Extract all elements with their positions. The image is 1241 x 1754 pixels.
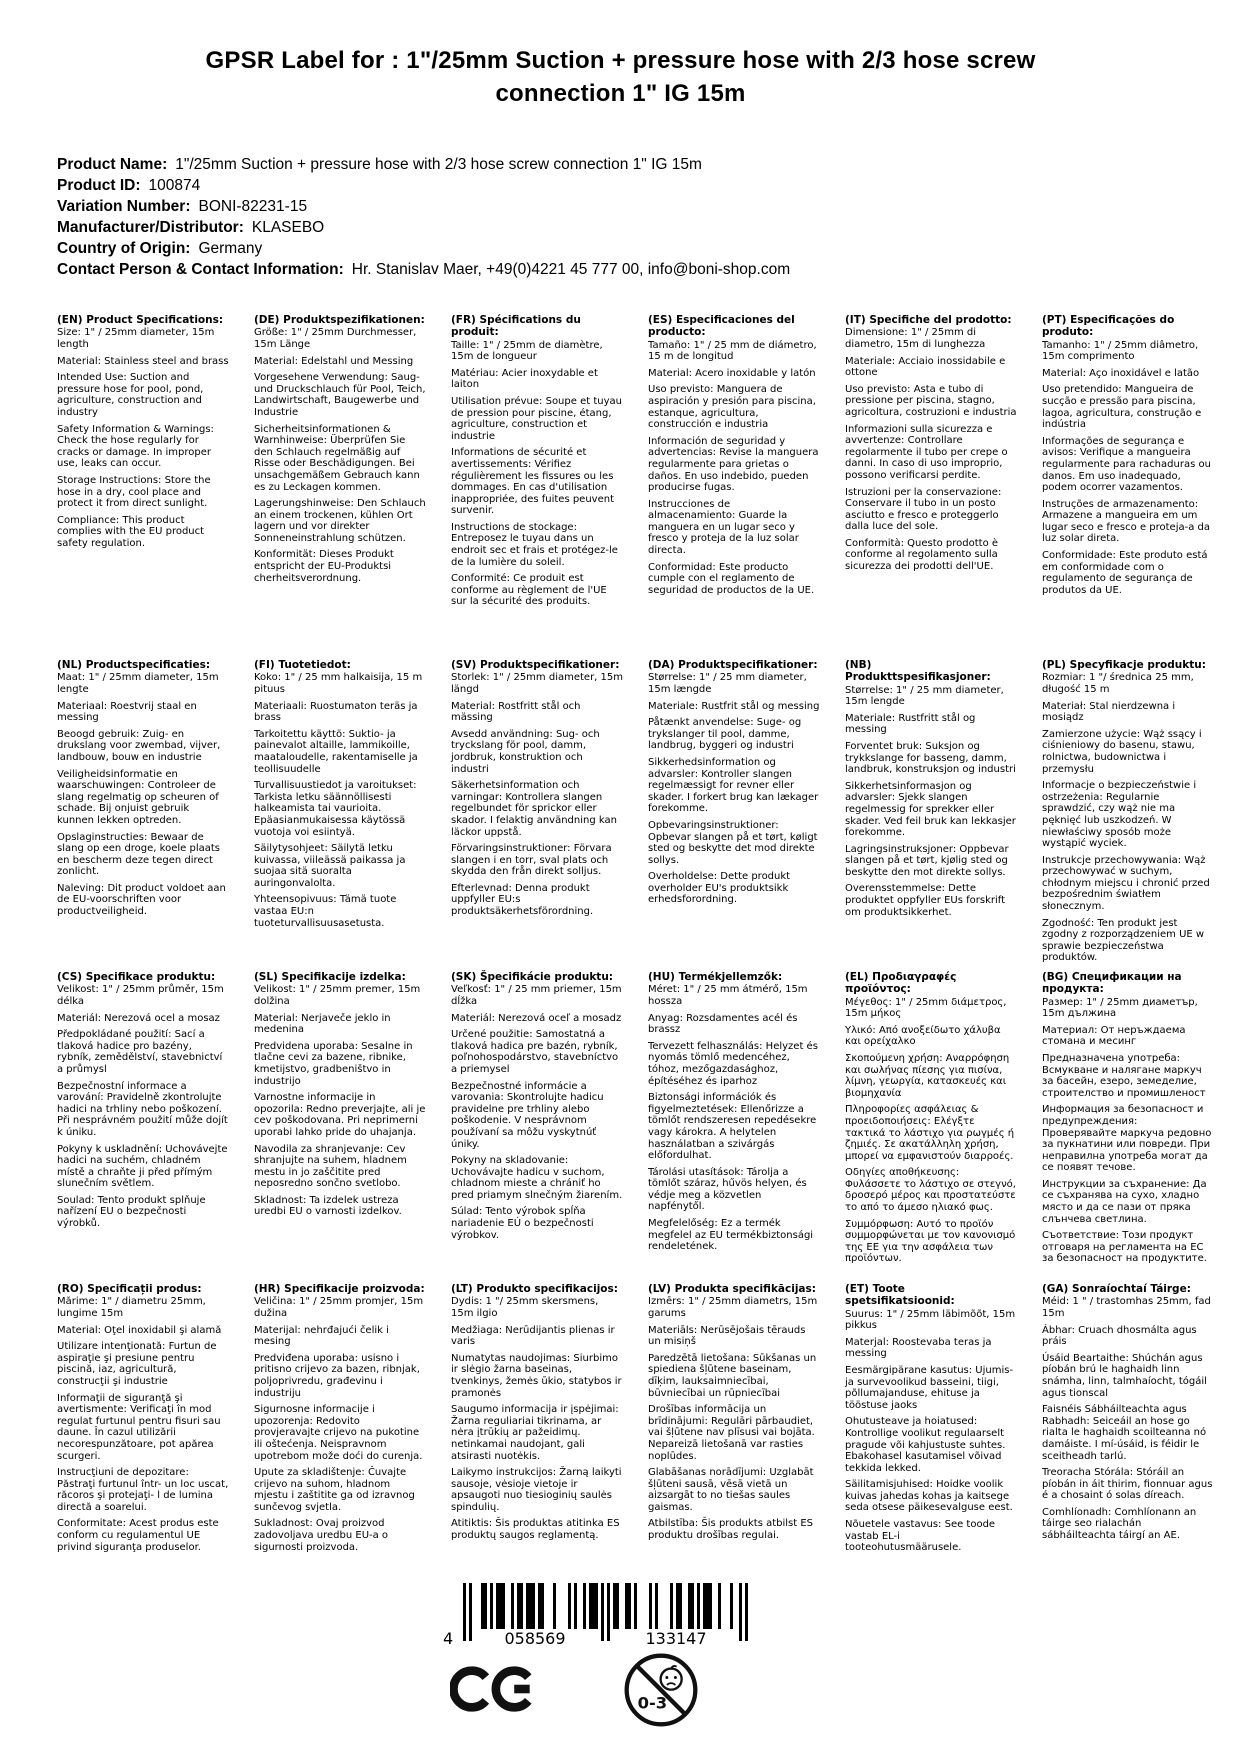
spec-paragraph: Conformidad: Este producto cumple con el reglamento de seguridad de productos de la UE.	[648, 561, 815, 596]
language-block-fi	[254, 659, 426, 971]
spec-paragraph: Treoracha Stórála: Stóráil an píobán in áit thirim, fionnuar agus é a chosaint ó solas díreach.	[1042, 1467, 1213, 1502]
product-info-row	[57, 196, 1241, 217]
age-warning-0-3-icon	[622, 1650, 700, 1734]
spec-paragraph: Naleving: Dit product voldoet aan de EU-voorschriften voor productveiligheid.	[57, 882, 226, 918]
language-block-heading: (GA) Sonraíochtaí Táirge:	[1042, 1283, 1191, 1296]
product-info-label: Contact Person & Contact Information:	[57, 261, 344, 279]
spec-paragraph: Určené použitie: Samostatná a tlaková hadica pre bazén, rybník, poľnohospodárstvo, stavebníctvo a priemysel	[451, 1029, 619, 1075]
spec-paragraph: Avsedd användning: Sug- och tryckslang för pool, damm, jordbruk, konstruktion och industri	[451, 728, 600, 775]
language-block-heading: (SL) Specifikacije izdelka:	[254, 971, 406, 984]
spec-paragraph: Σκοπούμενη χρήση: Αναρρόφηση και σωλήνας πίεσης για πισίνα, λίμνη, γεωργία, κατασκευές και βιομηχανία	[845, 1052, 1010, 1099]
spec-paragraph: Paredzētā lietošana: Sūkšanas un spiediena šļūtene baseinam, dīķim, lauksaimniecībai, būvniecībai un rūpniecībai	[648, 1352, 817, 1399]
spec-paragraph: Instructions de stockage: Entreposez le tuyau dans un endroit sec et frais et protégez-le de la lumière du soleil.	[451, 521, 618, 568]
spec-paragraph: Laikymo instrukcijos: Žarną laikyti sausoje, vėsioje vietoje ir apsaugoti nuo tiesioginių saulės spindulių.	[451, 1467, 622, 1513]
spec-paragraph: Turvallisuustiedot ja varoitukset: Tarkista letku säännöllisesti halkeamista tai vaurioita. Epäasianmukaisessa käytössä vuotoja voi esiintyä.	[254, 780, 417, 838]
spec-paragraph: Atitiktis: Šis produktas atitinka ES produktų saugos reglamentą.	[451, 1518, 620, 1542]
spec-paragraph: Materiaali: Ruostumaton teräs ja brass	[254, 700, 418, 724]
spec-paragraph: Sigurnosne informacije i upozorenja: Redovito provjeravajte crijevo na pukotine ili oštećenja. Neispravnom upotrebom može doći do curenja.	[254, 1404, 423, 1462]
spec-paragraph: Mărime: 1" / diametru 25mm, lungime 15m	[57, 1296, 206, 1319]
spec-paragraph: Veličina: 1" / 25mm promjer, 15m dužina	[254, 1296, 424, 1319]
spec-paragraph: Conformidade: Este produto está em conformidade com o regulamento de segurança de produtos da UE.	[1042, 550, 1208, 596]
spec-paragraph: Предназначена употреба: Всмукване и налягане маркуч за басейн, езеро, земеделие, строителство и промишленост	[1042, 1052, 1206, 1099]
spec-paragraph: Overholdelse: Dette produkt overholder EU's produktsikk erhedsforordning.	[648, 871, 791, 906]
spec-paragraph: Uso previsto: Manguera de aspiración y presión para piscina, estanque, agricultura, construcción e industria	[648, 384, 816, 431]
spec-paragraph: Opslaginstructies: Bewaar de slang op een droge, koele plaats en bescherm deze tegen direct zonlicht.	[57, 831, 220, 878]
spec-paragraph: Taille: 1" / 25mm de diamètre, 15m de longueur	[451, 339, 603, 363]
spec-paragraph: Информация за безопасност и предупреждения: Проверявайте маркуча редовно за пукнатини или повреди. При неправилна употреба могат да се появят течове.	[1042, 1104, 1212, 1174]
spec-paragraph: Instruções de armazenamento: Armazene a mangueira em um lugar seco e fresco e proteja-a da luz solar direta.	[1042, 498, 1210, 545]
spec-paragraph: Información de seguridad y advertencias: Revise la manguera regularmente para grietas o daños. En uso indebido, pueden producirse fugas.	[648, 435, 819, 494]
language-block-de	[254, 314, 426, 659]
spec-paragraph: Υλικό: Από ανοξείδωτο χάλυβα και ορείχαλκο	[845, 1024, 1001, 1048]
language-block-heading: (EN) Product Specifications:	[57, 314, 224, 327]
spec-paragraph: Sikkerhedsinformation og advarsler: Kontroller slangen regelmæssigt for revner eller skader. I forkert brug kan lækager forekomme.	[648, 756, 819, 815]
language-block-hu	[648, 971, 820, 1283]
spec-paragraph: Zgodność: Ten produkt jest zgodny z rozporządzeniem UE w sprawie bezpieczeństwa produktów.	[1042, 917, 1205, 964]
spec-paragraph: Sikkerhetsinformasjon og advarsler: Sjekk slangen regelmessig for sprekker eller skader. Ved feil bruk kan lekkasjer forekomme.	[845, 780, 1016, 839]
spec-paragraph: Materiaal: Roestvrij staal en messing	[57, 700, 197, 724]
spec-paragraph: Anyag: Rozsdamentes acél és brassz	[648, 1012, 798, 1036]
language-block-pt	[1042, 314, 1214, 659]
spec-paragraph: Οδηγίες αποθήκευσης: Φυλάσσετε το λάστιχο σε στεγνό, δροσερό μέρος και προστατεύστε το από το άμεσο ηλιακό φως.	[845, 1167, 1016, 1214]
spec-paragraph: Lagringsinstruksjoner: Oppbevar slangen på et tørt, kjølig sted og beskytte den mot direkte sollys.	[845, 843, 1009, 878]
spec-paragraph: Drošības informācija un brīdinājumi: Regulāri pārbaudiet, vai šļūtene nav plīsusi vai bojāta. Nepareizā lietošanā var rasties noplūdes.	[648, 1404, 815, 1462]
spec-paragraph: Tarkoitettu käyttö: Suktio- ja painevalot altaille, lammikoille, maataloudelle, rakentamiselle ja teollisuudelle	[254, 728, 418, 775]
product-info-value: Hr. Stanislav Maer, +49(0)4221 45 777 00, info@boni-shop.com	[351, 261, 791, 279]
spec-paragraph: Bezpečnostné informácie a varovania: Skontrolujte hadicu pravidelne pre trhliny alebo poškodenie. V nesprávnom používaní sa môžu vyskytnúť úniky.	[451, 1080, 604, 1150]
spec-paragraph: Utilisation prévue: Soupe et tuyau de pression pour piscine, étang, agriculture, construction et industrie	[451, 395, 622, 442]
language-block-lv	[648, 1283, 820, 1559]
language-block-sv	[451, 659, 623, 971]
language-block-et	[845, 1283, 1017, 1559]
spec-paragraph: Materiale: Acciaio inossidabile e ottone	[845, 355, 1006, 379]
page-title: GPSR Label for : 1"/25mm Suction + pressure hose with 2/3 hose screw connection 1" IG 15m	[205, 47, 1036, 108]
spec-paragraph: Ábhar: Cruach dhosmálta agus práis	[1042, 1324, 1197, 1348]
product-info-label: Product Name:	[57, 156, 168, 174]
language-block-heading: (NB) Produkttspesifikasjoner:	[845, 659, 991, 684]
spec-paragraph: Material: Aço inoxidável e latão	[1042, 367, 1200, 379]
spec-paragraph: Materiał: Stal nierdzewna i mosiądz	[1042, 700, 1176, 724]
spec-paragraph: Atbilstība: Šis produkts atbilst ES produktu drošības regulai.	[648, 1518, 814, 1542]
language-block-heading: (SK) Špecifikácie produktu:	[451, 971, 614, 984]
language-block-heading: (DE) Produktspezifikationen:	[254, 314, 425, 327]
spec-paragraph: Material: Stainless steel and brass	[57, 355, 229, 367]
language-block-en	[57, 314, 229, 659]
spec-paragraph: Informazioni sulla sicurezza e avvertenze: Controllare regolarmente il tubo per crepe o danni. In caso di uso improprio, possono verificarsi perdite.	[845, 423, 1008, 481]
spec-paragraph: Sicherheitsinformationen & Warnhinweise: Überprüfen Sie den Schlauch regelmäßig auf Risse oder Beschädigungen. Bei unsachgemäßem Gebrauch kann es zu Leckagen kommen.	[254, 423, 420, 493]
product-info-row	[57, 175, 1241, 196]
spec-paragraph: Yhteensopivuus: Tämä tuote vastaa EU:n tuoteturvallisuusasetusta.	[254, 894, 397, 929]
language-block-heading: (NL) Productspecificaties:	[57, 659, 211, 672]
spec-paragraph: Съответствие: Този продукт отговаря на регламента на ЕС за безопасност на продуктите.	[1042, 1230, 1207, 1265]
spec-paragraph: Saugumo informacija ir įspėjimai: Žarna reguliariai tikrinama, ar nėra įtrūkių ar pažeidimų. netinkamai naudojant, gali atsirasti nuotėkis.	[451, 1404, 619, 1462]
spec-paragraph: Instrukcje przechowywania: Wąż przechowywać w suchym, chłodnym miejscu i chronić przed bezpośrednim światłem słonecznym.	[1042, 854, 1210, 913]
language-block-heading: (BG) Спецификации на продукта:	[1042, 971, 1182, 996]
spec-paragraph: Informaţii de siguranţă şi avertismente: Verificaţi în mod regulat furtunul pentru fisuri sau daune. În cazul utilizării necorespunzătoare, pot apărea scurgeri.	[57, 1392, 221, 1462]
spec-paragraph: Säkerhetsinformation och varningar: Kontrollera slangen regelbundet för sprickor eller skador. I felaktig användning kan läckor uppstå.	[451, 780, 617, 838]
spec-paragraph: Méid: 1 " / trastomhas 25mm, fad 15m	[1042, 1296, 1211, 1319]
language-block-heading: (LT) Produkto specifikacijos:	[451, 1283, 618, 1296]
spec-paragraph: Lagerungshinweise: Den Schlauch an einem trockenen, kühlen Ort lagern und vor direkter Sonneneinstrahlung schützen.	[254, 498, 426, 544]
language-block-heading: (RO) Specificații produs:	[57, 1283, 202, 1296]
spec-paragraph: Materiál: Nerezová ocel a mosaz	[57, 1012, 220, 1024]
ean13-barcode	[435, 1583, 748, 1647]
barcode-group1: 058569	[504, 1629, 566, 1647]
spec-paragraph: Istruzioni per la conservazione: Conservare il tubo in un posto asciutto e fresco e proteggerlo dalla luce del sole.	[845, 486, 1002, 533]
spec-paragraph: Veiligheidsinformatie en waarschuwingen: Controleer de slang regelmatig op scheuren of schade. Bij onjuist gebruik kunnen lekken optreden.	[57, 768, 219, 826]
spec-paragraph: Sukladnost: Ovaj proizvod zadovoljava uredbu EU-a o sigurnosti proizvoda.	[254, 1518, 389, 1553]
spec-paragraph: Glabāšanas norādījumi: Uzglabāt šļūteni sausā, vēsā vietā un aizsargāt to no tiešas saules gaismas.	[648, 1467, 814, 1513]
spec-paragraph: Μέγεθος: 1" / 25mm διάμετρος, 15m μήκος	[845, 996, 1007, 1020]
spec-paragraph: Πληροφορίες ασφάλειας & προειδοποιήσεις: Ελέγξτε τακτικά το λάστιχο για ρωγμές ή ζημιές. Σε ακατάλληλη χρήση, μπορεί να εμφανιστούν διαρροές.	[845, 1104, 1015, 1162]
language-block-fr	[451, 314, 623, 659]
spec-paragraph: Materjal: Roostevaba teras ja messing	[845, 1336, 992, 1360]
spec-paragraph: Rozmiar: 1 "/ średnica 25 mm, długość 15 m	[1042, 672, 1194, 695]
spec-paragraph: Tárolási utasítások: Tárolja a tömlőt száraz, hűvös helyen, és védje meg a közvetlen napfénytől.	[648, 1166, 807, 1213]
language-block-ga	[1042, 1283, 1214, 1559]
spec-paragraph: Varnostne informacije in opozorila: Redno preverjajte, ali je cev poškodovana. Pri neprimerni uporabi lahko pride do uhajanja.	[254, 1092, 426, 1138]
spec-paragraph: Veľkosť: 1" / 25 mm priemer, 15m dĺžka	[451, 984, 622, 1007]
ce-mark-icon	[450, 1660, 536, 1722]
language-block-es	[648, 314, 820, 659]
spec-paragraph: Conformitate: Acest produs este conform cu regulamentul UE privind siguranţa produselor.	[57, 1518, 219, 1553]
spec-paragraph: Материал: От неръждаема стомана и месинг	[1042, 1024, 1186, 1048]
product-info-row	[57, 217, 1241, 238]
language-block-ro	[57, 1283, 229, 1559]
product-info-row	[57, 238, 1241, 259]
spec-paragraph: Instrucciones de almacenamiento: Guarde la manguera en un lugar seco y fresco y proteja de la luz solar directa.	[648, 498, 799, 557]
spec-paragraph: Tervezett felhasználás: Helyzet és nyomás tömlő medencéhez, tóhoz, mezőgazdasághoz, építéséhez és iparhoz	[648, 1040, 818, 1087]
language-block-heading: (LV) Produkta specifikācijas:	[648, 1283, 816, 1296]
spec-paragraph: Συμμόρφωση: Αυτό το προϊόν συμμορφώνεται με τον κανονισμό της ΕΕ για την ασφάλεια των προϊόντων.	[845, 1218, 1016, 1265]
spec-paragraph: Medžiaga: Nerūdijantis plienas ir varis	[451, 1324, 615, 1348]
spec-paragraph: Storage Instructions: Store the hose in a dry, cool place and protect it from direct sunlight.	[57, 474, 211, 510]
spec-paragraph: Materiāls: Nerūsējošais tērauds un misiņš	[648, 1324, 806, 1348]
spec-paragraph: Инструкции за съхранение: Да се съхранява на сухо, хладно място и да се пази от пряка слънчева светлина.	[1042, 1178, 1207, 1225]
language-block-heading: (HU) Termékjellemzők:	[648, 971, 783, 984]
spec-paragraph: Biztonsági információk és figyelmeztetések: Ellenőrizze a tömlőt rendszeresen repedésekre vagy károkra. A helytelen használatban a szivárgás előfordulhat.	[648, 1092, 817, 1162]
spec-paragraph: Skladnost: Ta izdelek ustreza uredbi EU o varnosti izdelkov.	[254, 1194, 402, 1218]
language-block-el	[845, 971, 1017, 1283]
spec-paragraph: Größe: 1" / 25mm Durchmesser, 15m Länge	[254, 327, 417, 350]
spec-paragraph: Ohutusteave ja hoiatused: Kontrollige voolikut regulaarselt pragude või kahjustuste suhtes. Ebakohasel kasutamisel võivad tekkida lekked.	[845, 1416, 1006, 1474]
spec-paragraph: Efterlevnad: Denna produkt uppfyller EU:s produktsäkerhetsförordning.	[451, 882, 594, 918]
product-info-label: Variation Number:	[57, 198, 191, 216]
spec-paragraph: Koko: 1" / 25 mm halkaisija, 15 m pituus	[254, 672, 423, 695]
language-block-it	[845, 314, 1017, 659]
spec-paragraph: Maat: 1" / 25mm diameter, 15m lengte	[57, 672, 219, 695]
language-block-heading: (IT) Specifiche del prodotto:	[845, 314, 1012, 327]
product-info-row	[57, 259, 1241, 280]
product-info-value: BONI-82231-15	[198, 198, 308, 216]
spec-paragraph: Overensstemmelse: Dette produktet oppfyller EUs forskrift om produktsikkerhet.	[845, 883, 1006, 918]
spec-paragraph: Comhlíonadh: Comhlíonann an táirge seo rialachán sábháilteachta táirgí an AE.	[1042, 1506, 1197, 1542]
spec-paragraph: Dydis: 1 "/ 25mm skersmens, 15m ilgio	[451, 1296, 599, 1319]
spec-paragraph: Tamanho: 1" / 25mm diâmetro, 15m comprimento	[1042, 339, 1199, 363]
spec-paragraph: Materiale: Rustfritt stål og messing	[845, 712, 976, 736]
spec-paragraph: Safety Information & Warnings: Check the hose regularly for cracks or damage. In improper use, leaks can occur.	[57, 423, 214, 470]
spec-paragraph: Utilizare intenţionată: Furtun de aspiraţie şi presiune pentru piscină, iaz, agricultură, construcţii şi industrie	[57, 1341, 217, 1387]
language-block-heading: (DA) Produktspecifikationer:	[648, 659, 818, 672]
spec-paragraph: Súlad: Tento výrobok spĺňa nariadenie EÚ o bezpečnosti výrobkov.	[451, 1206, 594, 1241]
language-block-cs	[57, 971, 229, 1283]
spec-paragraph: Forventet bruk: Suksjon og trykkslange for basseng, damm, landbruk, konstruksjon og industri	[845, 740, 1016, 776]
language-block-pl	[1042, 659, 1214, 971]
spec-paragraph: Megfelelőség: Ez a termék megfelel az EU termékbiztonsági rendeletének.	[648, 1218, 814, 1253]
spec-paragraph: Material: Nerjaveče jeklo in medenina	[254, 1012, 391, 1036]
spec-paragraph: Matériau: Acier inoxydable et laiton	[451, 367, 598, 391]
spec-paragraph: Velikost: 1" / 25mm průměr, 15m délka	[57, 984, 224, 1007]
spec-paragraph: Eesmärgipärane kasutus: Ujumis- ja survevoolikud basseini, tiigi, põllumajanduse, ehituse ja tööstuse jaoks	[845, 1364, 1014, 1411]
product-info	[57, 154, 1241, 280]
spec-paragraph: Påtænkt anvendelse: Suge- og trykslanger til pool, damme, landbrug, byggeri og industri	[648, 717, 802, 752]
spec-paragraph: Materiál: Nerezová oceľ a mosadz	[451, 1012, 622, 1024]
language-block-sl	[254, 971, 426, 1283]
spec-paragraph: Pokyny na skladovanie: Uchovávajte hadicu v suchom, chladnom mieste a chrániť ho pred priamym slnečným žiarením.	[451, 1155, 623, 1201]
spec-paragraph: Størrelse: 1" / 25 mm diameter, 15m længde	[648, 672, 807, 695]
spec-paragraph: Informations de sécurité et avertissements: Vérifiez régulièrement les fissures ou les dommages. En cas d'utilisation inappropriée, des fuites peuvent survenir.	[451, 447, 615, 517]
language-block-heading: (PT) Especificações do produto:	[1042, 314, 1175, 339]
spec-paragraph: Opbevaringsinstruktioner: Opbevar slangen på et tørt, køligt sted og beskytte det mod direkte sollys.	[648, 819, 818, 866]
spec-paragraph: Material: Edelstahl und Messing	[254, 355, 414, 367]
product-info-label: Product ID:	[57, 177, 141, 195]
spec-paragraph: Tamaño: 1" / 25 mm de diámetro, 15 m de longitud	[648, 339, 817, 363]
language-block-bg	[1042, 971, 1214, 1283]
spec-paragraph: Úsáid Beartaithe: Shúchán agus píobán brú le haghaidh linn snámha, linn, talmhaíocht, tógáil agus tionscal	[1042, 1352, 1207, 1399]
language-block-heading: (ES) Especificaciones del producto:	[648, 314, 795, 339]
spec-paragraph: Navodila za shranjevanje: Cev shranjujte na suhem, hladnem mestu in jo zaščitite pred neposredno sončno svetlobo.	[254, 1143, 407, 1190]
language-block-heading: (EL) Προδιαγραφές προϊόντος:	[845, 971, 957, 996]
spec-paragraph: Instrucţiuni de depozitare: Păstraţi furtunul într- un loc uscat, răcoros şi protejaţi- l de lumina directă a soarelui.	[57, 1467, 229, 1513]
language-block-lt	[451, 1283, 623, 1559]
product-info-value: 1"/25mm Suction + pressure hose with 2/3 hose screw connection 1" IG 15m	[175, 156, 702, 174]
spec-paragraph: Conformità: Questo prodotto è conforme al regolamento sulla sicurezza dei prodotti dell'UE.	[845, 537, 999, 573]
spec-paragraph: Vorgesehene Verwendung: Saug- und Druckschlauch für Pool, Teich, Landwirtschaft, Baugewerbe und Industrie	[254, 372, 426, 418]
spec-paragraph: Beoogd gebruik: Zuig- en drukslang voor zwembad, vijver, landbouw, bouw en industrie	[57, 728, 221, 763]
language-block-heading: (FR) Spécifications du produit:	[451, 314, 581, 339]
age-warning-text: 0-3	[637, 1693, 668, 1713]
spec-paragraph: Numatytas naudojimas: Siurbimo ir slėgio žarna baseinas, tvenkinys, žemės ūkio, statybos ir pramonės	[451, 1352, 622, 1399]
barcode-group2: 133147	[645, 1629, 707, 1647]
spec-paragraph: Dimensione: 1" / 25mm di diametro, 15m di lunghezza	[845, 327, 986, 350]
spec-paragraph: Předpokládané použití: Sací a tlaková hadice pro bazény, rybník, zemědělství, stavebnictví a průmysl	[57, 1029, 223, 1075]
spec-paragraph: Konformität: Dieses Produkt entspricht der EU-Produktsi cherheitsverordnung.	[254, 549, 394, 584]
spec-paragraph: Suurus: 1" / 25mm läbimõõt, 15m pikkus	[845, 1308, 1016, 1332]
spec-paragraph: Säilitamisjuhised: Hoidke voolik kuivas jahedas kohas ja kaitsege seda otsese päikesevalguse eest.	[845, 1479, 1013, 1514]
spec-paragraph: Intended Use: Suction and pressure hose for pool, pond, agriculture, construction and industry	[57, 372, 204, 418]
language-block-heading: (PL) Specyfikacje produktu:	[1042, 659, 1206, 672]
language-block-sk	[451, 971, 623, 1283]
spec-paragraph: Storlek: 1" / 25mm diameter, 15m längd	[451, 672, 623, 695]
spec-paragraph: Predvidena uporaba: Sesalne in tlačne cevi za bazene, ribnike, kmetijstvo, gradbeništvo in industrijo	[254, 1040, 413, 1087]
spec-paragraph: Uso pretendido: Mangueira de sucção e pressão para piscina, lagoa, agricultura, construção e indústria	[1042, 384, 1202, 431]
spec-paragraph: Informacje o bezpieczeństwie i ostrzeżenia: Regularnie sprawdzić, czy wąż nie ma pęknięć lub uszkodzeń. W niewłaściwy sposób może wystąpić wyciek.	[1042, 780, 1197, 850]
product-info-row	[57, 154, 1241, 175]
language-block-heading: (CS) Specifikace produktu:	[57, 971, 216, 984]
product-info-value: 100874	[148, 177, 201, 195]
barcode-first-digit: 4	[443, 1629, 454, 1647]
spec-paragraph: Materijal: nehrđajući čelik i mesing	[254, 1324, 389, 1348]
product-info-label: Country of Origin:	[57, 240, 191, 258]
language-block-heading: (HR) Specifikacije proizvoda:	[254, 1283, 425, 1296]
spec-paragraph: Størrelse: 1" / 25 mm diameter, 15m lengde	[845, 684, 1004, 708]
spec-paragraph: Faisnéis Sábháilteachta agus Rabhadh: Seiceáil an hose go rialta le haghaidh scoilteanna nó damáiste. I mí-úsáid, is féidir le sceitheadh tarlú.	[1042, 1404, 1207, 1462]
spec-paragraph: Velikost: 1" / 25mm premer, 15m dolžina	[254, 984, 421, 1007]
spec-paragraph: Informações de segurança e avisos: Verifique a mangueira regularmente para rachaduras ou danos. Em uso inadequado, podem ocorrer vazamentos.	[1042, 435, 1211, 494]
spec-paragraph: Material: Rostfritt stål och mässing	[451, 700, 581, 724]
product-info-label: Manufacturer/Distributor:	[57, 219, 244, 237]
language-block-heading: (FI) Tuotetiedot:	[254, 659, 351, 672]
language-block-da	[648, 659, 820, 971]
language-block-hr	[254, 1283, 426, 1559]
spec-paragraph: Compliance: This product complies with the EU product safety regulation.	[57, 514, 205, 549]
spec-paragraph: Upute za skladištenje: Čuvajte crijevo na suhom, hladnom mjestu i zaštitite ga od izravnog sunčevog svjetla.	[254, 1467, 415, 1513]
spec-paragraph: Size: 1" / 25mm diameter, 15m length	[57, 327, 215, 350]
language-block-heading: (ET) Toote spetsifikatsioonid:	[845, 1283, 955, 1308]
spec-paragraph: Materiale: Rustfrit stål og messing	[648, 700, 820, 712]
spec-paragraph: Predviđena uporaba: usisno i pritisno crijevo za bazen, ribnjak, poljoprivredu, građevinu i industriju	[254, 1352, 420, 1399]
language-block-nb	[845, 659, 1017, 971]
spec-paragraph: Bezpečnostní informace a varování: Pravidelně zkontrolujte hadici na trhliny nebo poškození. Při nesprávném použití může dojít k úniku.	[57, 1080, 228, 1138]
spec-paragraph: Säilytysohjeet: Säilytä letku kuivassa, viileässä paikassa ja suojaa sitä suoralta auringonvalolta.	[254, 843, 406, 889]
spec-paragraph: Zamierzone użycie: Wąż ssący i ciśnieniowy do basenu, stawu, rolnictwa, budownictwa i przemysłu	[1042, 728, 1202, 775]
spec-paragraph: Soulad: Tento produkt splňuje nařízení EU o bezpečnosti výrobků.	[57, 1194, 206, 1230]
spec-paragraph: Nõuetele vastavus: See toode vastab EL-i tooteohutusmäärusele.	[845, 1519, 996, 1554]
spec-paragraph: Conformité: Ce produit est conforme au règlement de l'UE sur la sécurité des produits.	[451, 573, 607, 608]
spec-paragraph: Méret: 1" / 25 mm átmérő, 15m hossza	[648, 984, 808, 1007]
spec-paragraph: Pokyny k uskladnění: Uchovávejte hadici na suchém, chladném místě a chraňte ji před přímým slunečním světlem.	[57, 1143, 228, 1190]
spec-paragraph: Material: Acero inoxidable y latón	[648, 367, 816, 379]
language-block-nl	[57, 659, 229, 971]
product-info-value: Germany	[198, 240, 263, 258]
spec-paragraph: Förvaringsinstruktioner: Förvara slangen i en torr, sval plats och skydda den från direkt solljus.	[451, 843, 612, 878]
language-block-heading: (SV) Produktspecifikationer:	[451, 659, 620, 672]
language-blocks-grid	[57, 314, 1241, 1559]
spec-paragraph: Uso previsto: Asta e tubo di pressione per piscina, stagno, agricoltura, costruzioni e industria	[845, 383, 1017, 418]
spec-paragraph: Размер: 1" / 25mm диаметър, 15m дължина	[1042, 996, 1198, 1020]
product-info-value: KLASEBO	[251, 219, 325, 237]
spec-paragraph: Material: Oţel inoxidabil şi alamă	[57, 1324, 222, 1336]
spec-paragraph: Izmērs: 1" / 25mm diametrs, 15m garums	[648, 1296, 818, 1319]
